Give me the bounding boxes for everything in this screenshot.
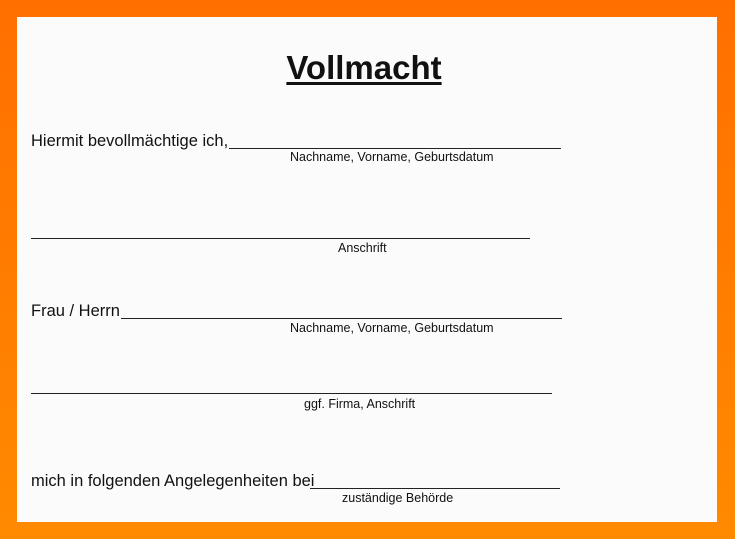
principal-name-line[interactable]: [229, 148, 561, 149]
authority-line[interactable]: [310, 488, 560, 489]
agent-name-caption: Nachname, Vorname, Geburtsdatum: [290, 321, 494, 335]
principal-address-line[interactable]: [31, 238, 530, 239]
agent-address-caption: ggf. Firma, Anschrift: [304, 397, 416, 411]
agent-name-line[interactable]: [121, 318, 562, 319]
authorization-intro-text: Hiermit bevollmächtige ich,: [31, 132, 229, 150]
matters-text: mich in folgenden Angelegenheiten bei: [31, 472, 315, 490]
agent-address-line[interactable]: [31, 393, 552, 394]
principal-name-caption: Nachname, Vorname, Geburtsdatum: [290, 150, 494, 164]
document-page: [17, 17, 717, 522]
principal-address-caption: Anschrift: [338, 241, 387, 255]
document-title: Vollmacht: [286, 49, 442, 86]
authority-caption: zuständige Behörde: [342, 491, 454, 505]
agent-label-text: Frau / Herrn: [31, 302, 120, 320]
